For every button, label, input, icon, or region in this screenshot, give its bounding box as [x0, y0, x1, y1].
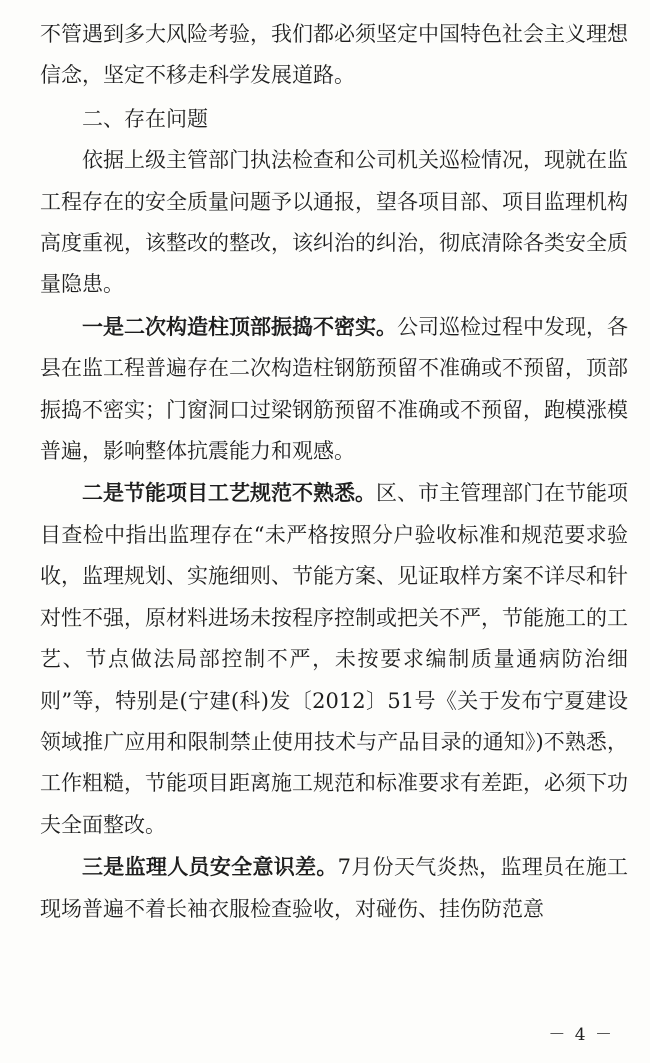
issue-3-title: 三是监理人员安全意识差。 — [82, 854, 338, 880]
issue-1-title: 一是二次构造柱顶部振捣不密实。 — [82, 313, 397, 339]
issue-3-body: 7月份天气炎热，监理员在施工现场普遍不着长袖衣服检查验收，对碰伤、挂伤防范意 — [40, 855, 628, 921]
page-number: － 4 － — [548, 1025, 614, 1045]
issue-1-body: 公司巡检过程中发现，各县在监工程普遍存在二次构造柱钢筋预留不准确或不预留，顶部振捣不密实；门窗洞口过梁钢筋预留不准确或不预留，跑模涨模普遍，影响整体抗震能力和观感。 — [40, 314, 628, 464]
intro-text: 依据上级主管部门执法检查和公司机关巡检情况，现就在监工程存在的安全质量问题予以通报，望各项目部、项目监理机构高度重视，该整改的整改，该纠治的纠治，彻底清除各类安全质量隐患。 — [40, 148, 628, 297]
intro-paragraph — [40, 140, 628, 306]
issue-2-title: 二是节能项目工艺规范不熟悉。 — [82, 480, 376, 506]
document-body — [40, 14, 628, 930]
section-heading-text: 二、存在问题 — [82, 106, 208, 131]
issue-paragraph-2 — [40, 472, 628, 846]
section-heading — [40, 99, 628, 140]
continuation-paragraph — [40, 14, 628, 97]
issue-paragraph-1 — [40, 306, 628, 473]
continuation-text: 不管遇到多大风险考验，我们都必须坚定中国特色社会主义理想信念，坚定不移走科学发展道路。 — [40, 22, 628, 88]
issue-2-body: 区、市主管理部门在节能项目查检中指出监理存在“未严格按照分户验收标准和规范要求验收，监理规划、实施细则、节能方案、见证取样方案不详尽和针对性不强，原材料进场未按程序控制或把关不严，节能施工的工艺、节点做法局部控制不严，未按要求编制质量通病防治细则”等，特别是(宁建(科)发〔2012〕51号《关于发布宁夏建设领域推广应用和限制禁止使用技术与产品目录的通知》)不熟悉，工作粗糙，节能项目距离施工规范和标准要求有差距，必须下功夫全面整改。 — [40, 481, 628, 837]
issue-paragraph-3 — [40, 846, 628, 930]
